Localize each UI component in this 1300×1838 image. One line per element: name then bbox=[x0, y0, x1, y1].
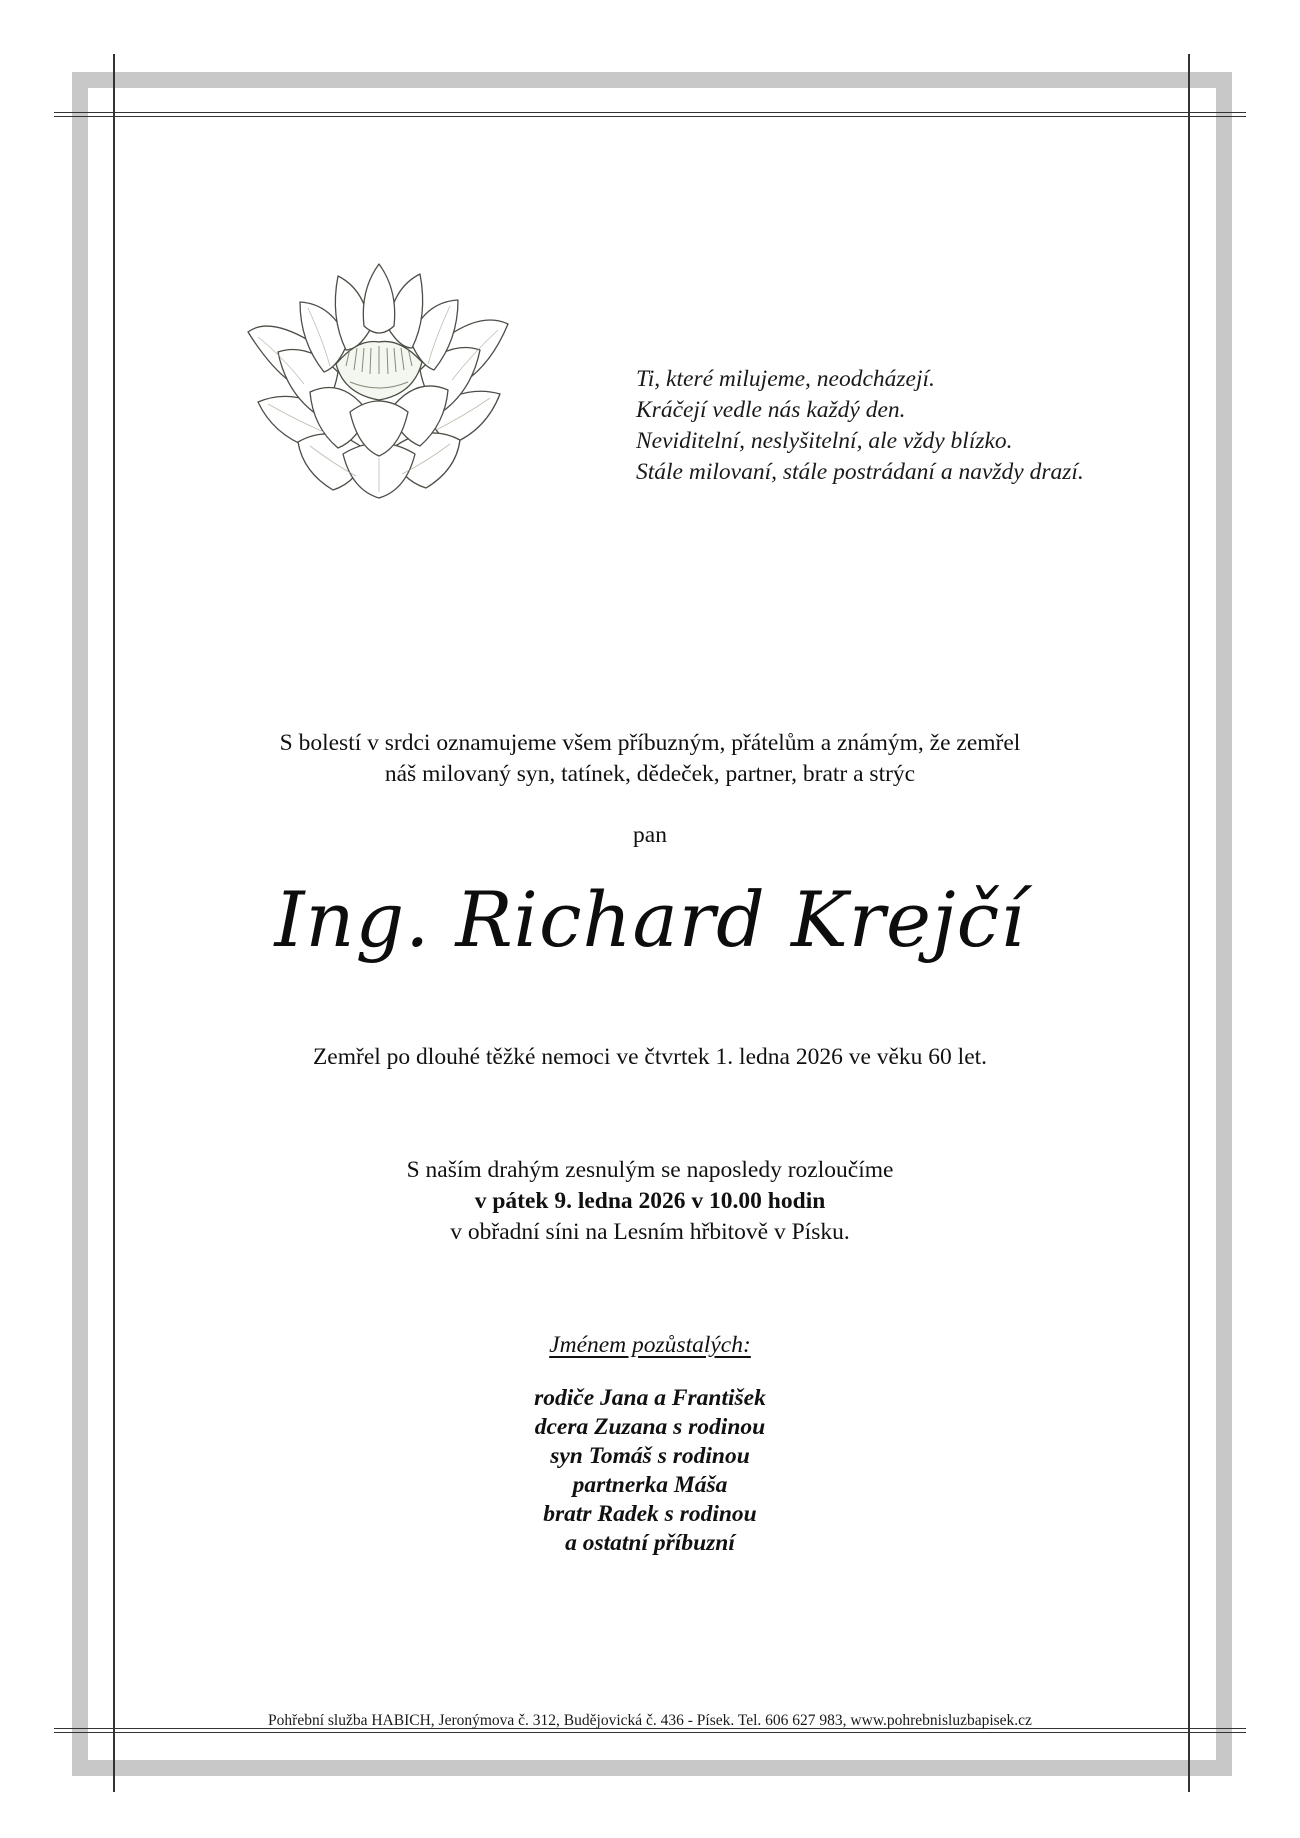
poem-line: Neviditelní, neslyšitelní, ale vždy blízko. bbox=[636, 428, 1013, 454]
poem-line: Ti, které milujeme, neodcházejí. bbox=[636, 366, 935, 392]
announcement-intro bbox=[140, 728, 1160, 790]
farewell-location: v obřadní síni na Lesním hřbitově v Písku. bbox=[450, 1219, 850, 1245]
poem-line: Stále milovaní, stále postrádaní a navždy drazí. bbox=[636, 459, 1084, 485]
farewell-date-time: v pátek 9. ledna 2026 v 10.00 hodin bbox=[474, 1188, 826, 1214]
mourners-list bbox=[140, 1384, 1160, 1558]
mourner-entry: rodiče Jana a František bbox=[534, 1385, 766, 1411]
mourners-heading bbox=[140, 1330, 1160, 1361]
honorific: pan bbox=[633, 822, 667, 848]
farewell-info bbox=[140, 1155, 1160, 1248]
mourner-entry: dcera Zuzana s rodinou bbox=[534, 1414, 766, 1440]
mourner-entry: syn Tomáš s rodinou bbox=[550, 1443, 750, 1469]
mourner-entry: a ostatní příbuzní bbox=[565, 1530, 735, 1556]
mourner-entry: partnerka Máša bbox=[572, 1472, 728, 1498]
water-lily-icon bbox=[238, 262, 520, 500]
farewell-line: S naším drahým zesnulým se naposledy rozloučíme bbox=[406, 1157, 894, 1183]
intro-line: S bolestí v srdci oznamujeme všem příbuzným, přátelům a známým, že zemřel bbox=[279, 730, 1021, 756]
vertical-rule-left bbox=[113, 54, 115, 1792]
mourner-entry: bratr Radek s rodinou bbox=[543, 1501, 757, 1527]
poem bbox=[636, 364, 1196, 488]
poem-line: Kráčejí vedle nás každý den. bbox=[636, 397, 906, 423]
intro-line: náš milovaný syn, tatínek, dědeček, partner, bratr a strýc bbox=[384, 761, 916, 787]
mourners-heading-text: Jménem pozůstalých: bbox=[549, 1332, 751, 1358]
deceased-name: Ing. Richard Krejčí bbox=[274, 875, 1026, 964]
vertical-rule-right bbox=[1188, 54, 1190, 1792]
death-info: Zemřel po dlouhé těžké nemoci ve čtvrtek 1. ledna 2026 ve věku 60 let. bbox=[312, 1044, 988, 1070]
funeral-service-footer: Pohřební služba HABICH, Jeronýmova č. 312, Budějovická č. 436 - Písek. Tel. 606 627 983, www.pohrebnisluzbapisek.cz bbox=[268, 1712, 1032, 1729]
horizontal-rule-bottom-second bbox=[54, 1732, 1246, 1733]
horizontal-rule-top bbox=[54, 112, 1246, 113]
horizontal-rule-top-second bbox=[54, 116, 1246, 117]
